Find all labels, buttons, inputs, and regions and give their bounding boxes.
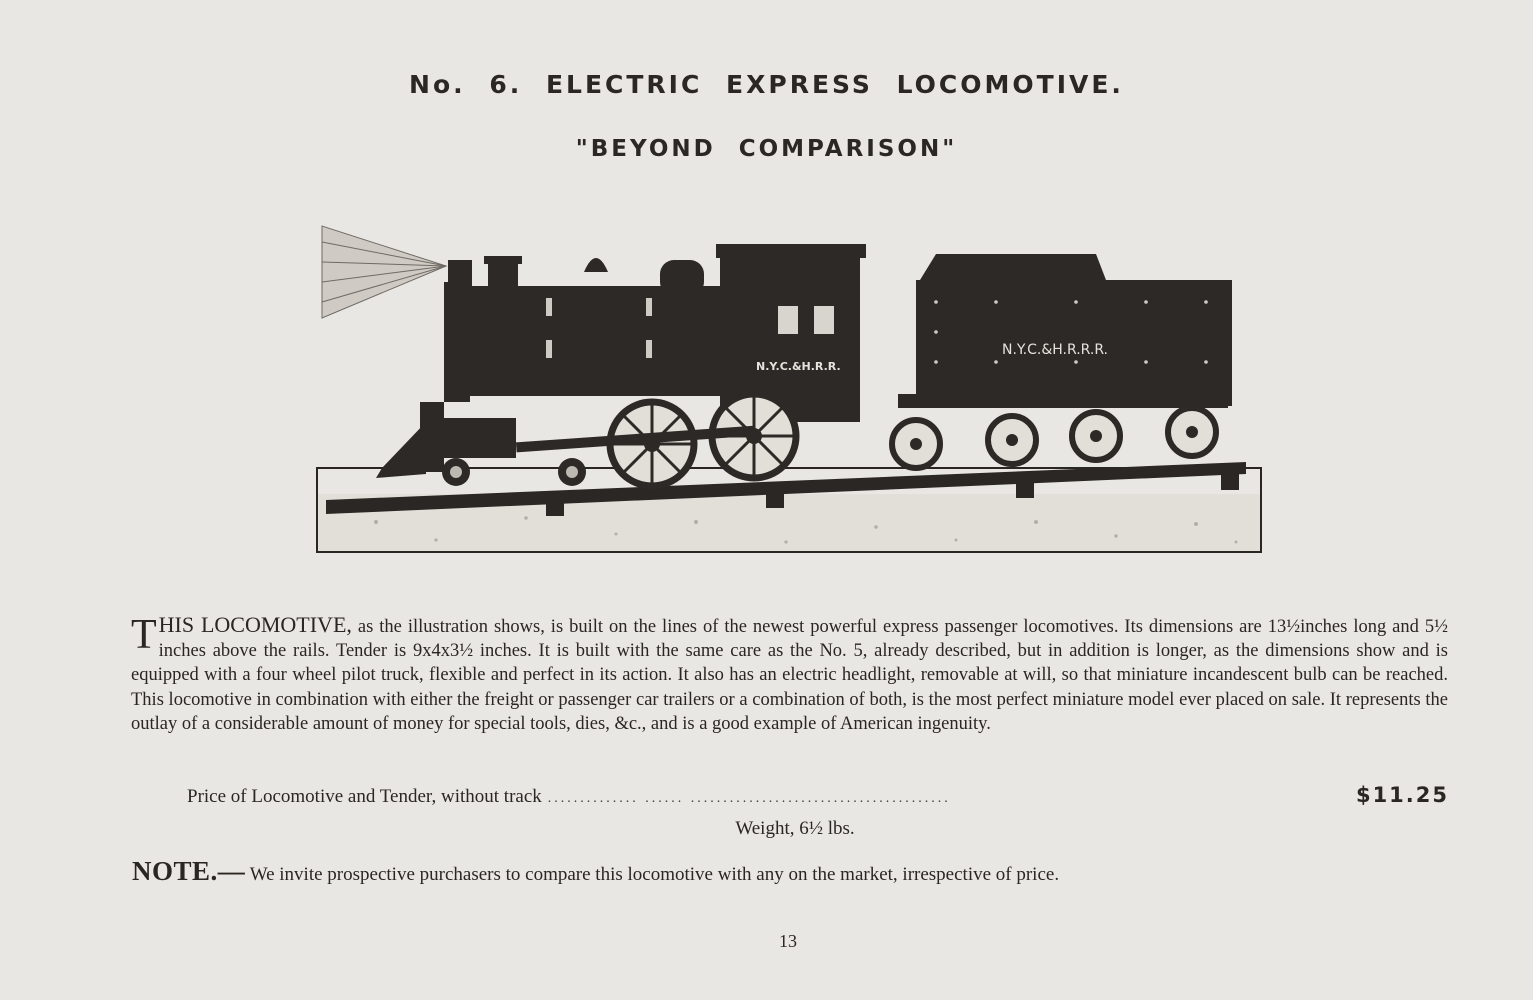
drop-cap: T bbox=[131, 612, 157, 658]
page-number: 13 bbox=[779, 931, 797, 951]
price-label: Price of Locomotive and Tender, without track bbox=[187, 786, 542, 807]
locomotive-illustration bbox=[316, 222, 1262, 554]
price-row bbox=[187, 783, 1449, 811]
paragraph-lead: HIS LOCOMOTIVE, bbox=[158, 612, 352, 637]
description-paragraph bbox=[131, 613, 1448, 736]
tender-wheels bbox=[892, 408, 1216, 468]
weight-line: Weight, 6½ lbs. bbox=[735, 818, 855, 839]
price-value: $11.25 bbox=[1355, 783, 1449, 807]
engine-marking: N.Y.C.&H.R.R. bbox=[756, 360, 841, 373]
tender-marking: N.Y.C.&H.R.R.R. bbox=[1002, 342, 1108, 358]
note-text: We invite prospective purchasers to compare this locomotive with any on the market, irrespective of price. bbox=[245, 864, 1060, 885]
note-lead: NOTE.— bbox=[132, 856, 246, 886]
note-line bbox=[132, 856, 1452, 887]
page-title: No. 6. ELECTRIC EXPRESS LOCOMOTIVE. bbox=[409, 70, 1124, 99]
headlight-beam bbox=[322, 226, 446, 318]
page-subtitle: "BEYOND COMPARISON" bbox=[575, 136, 958, 162]
paragraph-body: as the illustration shows, is built on the lines of the newest powerful express passenger locomotives. Its dimensions are 13½inches long and 5½ inches above the rails. Tender is 9x4x3½ inches. It is built with the same care as the No. 5, already described, but in addition is longer, as the dimensions show and is equipped with a four wheel pilot truck, flexible and perfect in its action. It also has an electric headlight, removable at will, so that miniature incandescent bulb can be reached. This locomotive in combination with either the freight or passenger car trailers or a combination of both, is the most perfect miniature model ever placed on sale. It represents the outlay of a considerable amount of money for special tools, dies, &c., and is a good example of American ingenuity. bbox=[131, 617, 1448, 734]
dot-leader: .............. ...... ........................................ bbox=[547, 791, 951, 806]
